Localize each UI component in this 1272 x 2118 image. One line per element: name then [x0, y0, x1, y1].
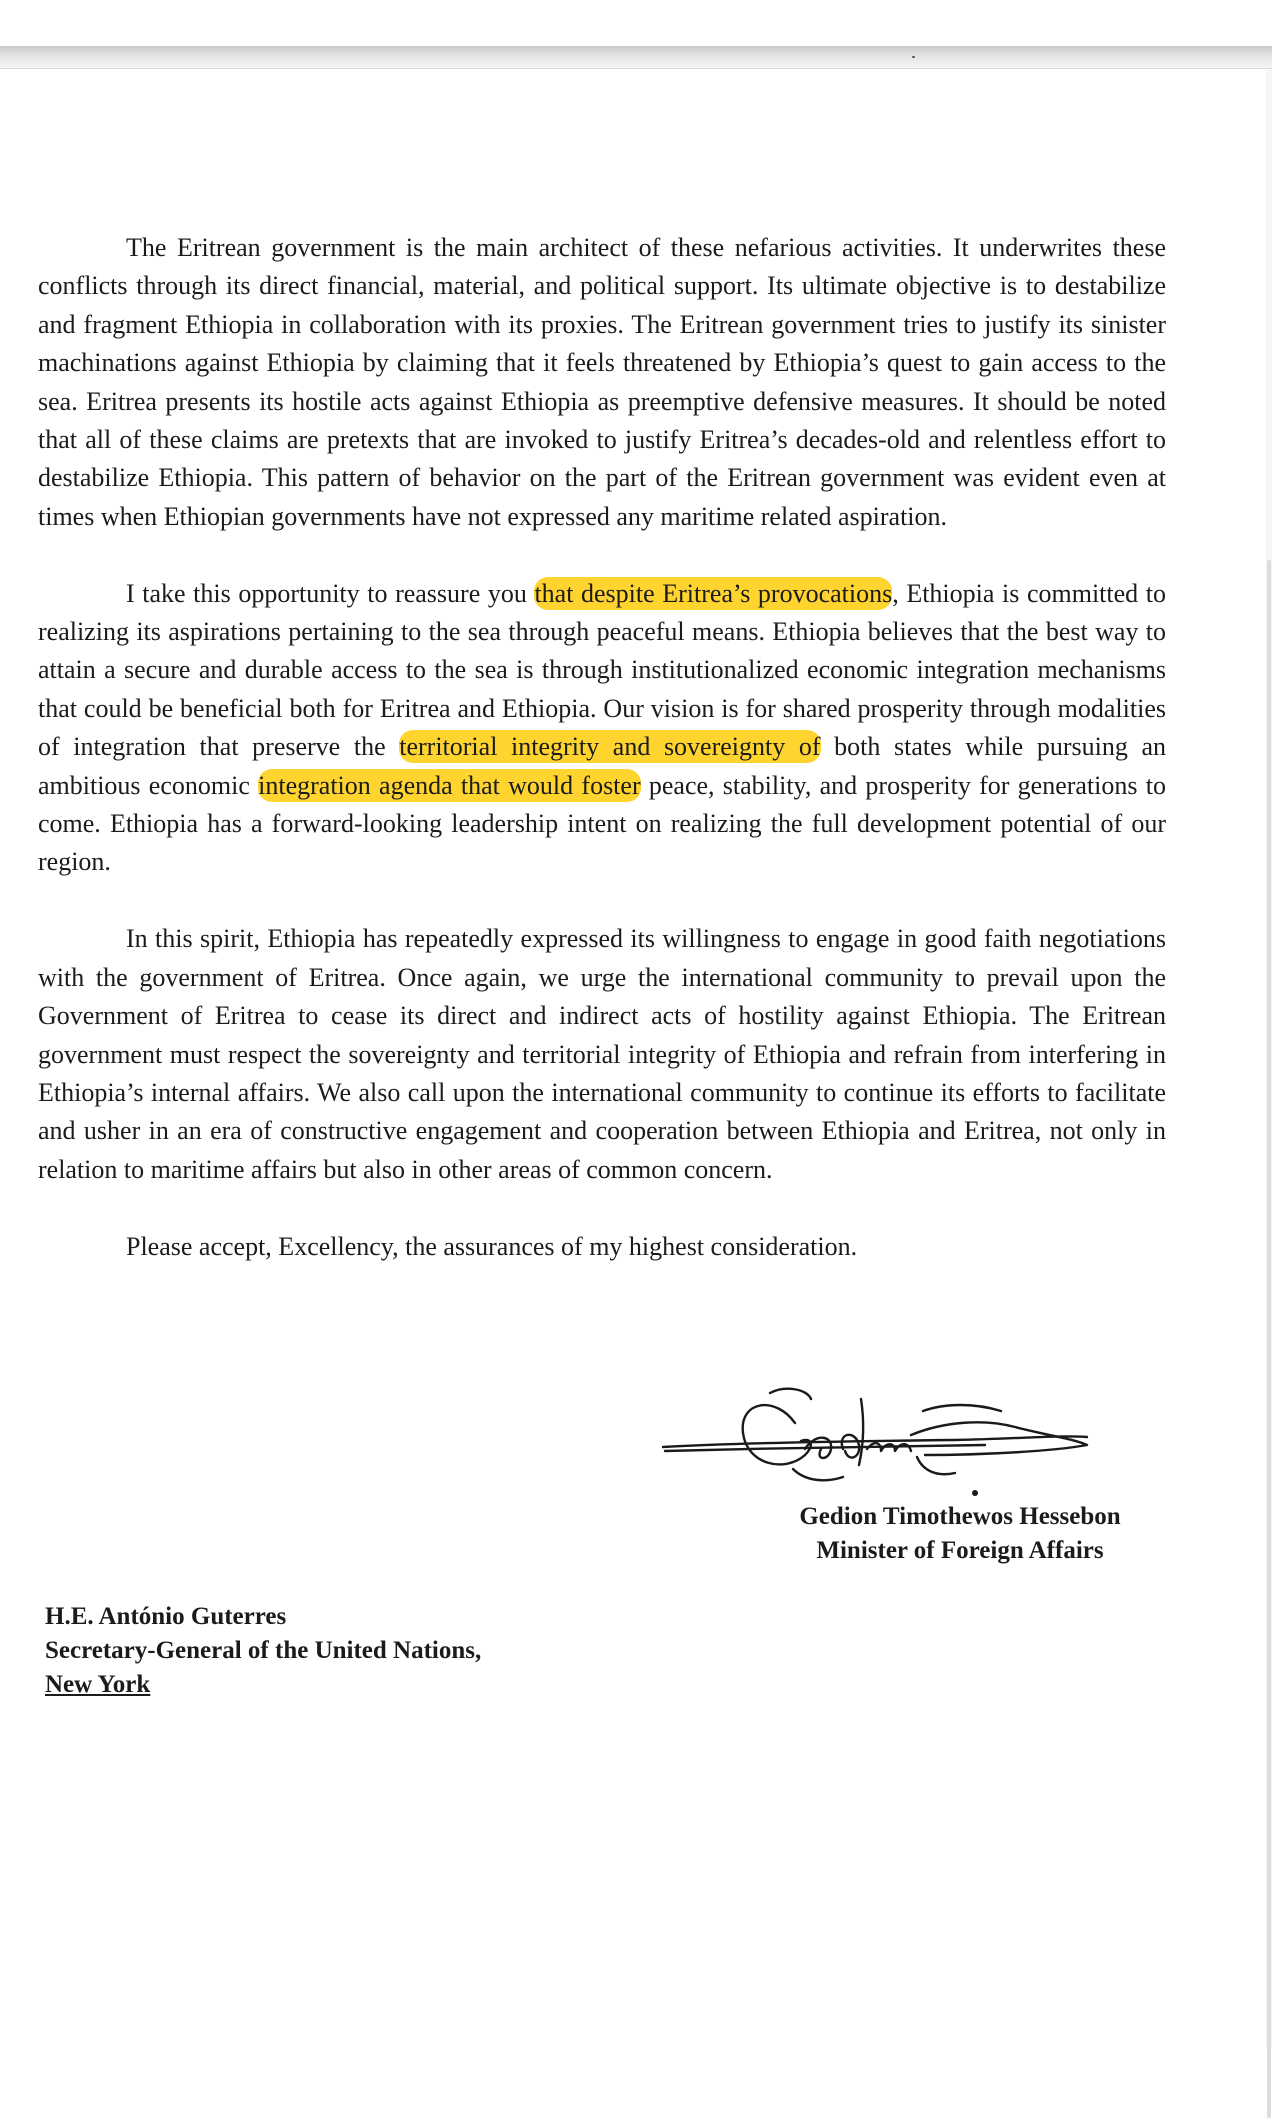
signature-image: [655, 1385, 1095, 1505]
paragraph-eritrea-role: [38, 229, 1166, 536]
viewer-toolbar: [0, 46, 1272, 69]
addressee-city: New York: [45, 1671, 151, 1698]
paragraph-good-faith: [38, 920, 1166, 1189]
paragraph-peaceful-means: [38, 575, 1166, 882]
signer-title: Minister of Foreign Affairs: [816, 1537, 1104, 1564]
paragraph-text: In this spirit, Ethiopia has repeatedly expressed its willingness to engage in good faith negotiations with the government of Eritrea. Once again, we urge the international community to prevail upon the Government of Eritrea to cease its direct and indirect acts of hostility against Ethiopia. The Eritrean government must respect the sovereignty and territorial integrity of Ethiopia and refrain from interfering in Ethiopia’s internal affairs. We also call upon the international community to continue its efforts to facilitate and usher in an era of constructive engagement and cooperation between Ethiopia and Eritrea, not only in relation to maritime affairs but also in other areas of common concern.: [38, 924, 1166, 1184]
signer-block: [750, 1500, 1170, 1568]
paragraph-text: both states while pursuing an ambitious economic: [38, 732, 1166, 800]
highlighted-text: integration agenda that would foster: [258, 770, 641, 800]
paragraph-text: , Ethiopia is committed to realizing its aspirations pertaining to the sea through peaceful means. Ethiopia believes that the best way to attain a secure and durable access to the sea is through institutionalized economic integration mechanisms that could be beneficial both for Eritrea and Ethiopia. Our vision is for shared prosperity through modalities of integration that preserve the: [38, 578, 1166, 762]
letter-body: [38, 229, 1166, 1266]
paragraph-text: The Eritrean government is the main architect of these nefarious activities. It underwrites these conflicts through its direct financial, material, and political support. Its ultimate objective is to destabilize and fragment Ethiopia in collaboration with its proxies. The Eritrean government tries to justify its sinister machinations against Ethiopia by claiming that it feels threatened by Ethiopia’s quest to gain access to the sea. Eritrea presents its hostile acts against Ethiopia as preemptive defensive measures. It should be noted that all of these claims are pretexts that are invoked to justify Eritrea’s decades-old and relentless effort to destabilize Ethiopia. This pattern of behavior on the part of the Eritrean government was evident even at times when Ethiopian governments have not expressed any maritime related aspiration.: [38, 233, 1166, 531]
addressee-position: Secretary-General of the United Nations,: [45, 1637, 482, 1664]
scrollbar-track[interactable]: [1266, 70, 1272, 2048]
addressee-name: H.E. António Guterres: [45, 1603, 287, 1630]
addressee-block: [45, 1600, 481, 1702]
highlighted-text: territorial integrity and sovereignty of: [399, 732, 821, 762]
paragraph-text: I take this opportunity to reassure you: [126, 578, 535, 608]
scrollbar-thumb[interactable]: [1267, 560, 1271, 2118]
highlighted-text: that despite Eritrea’s provocations: [534, 578, 893, 608]
signer-name: Gedion Timothewos Hessebon: [799, 1503, 1121, 1530]
paragraph-text: peace, stability, and prosperity for generations to come. Ethiopia has a forward-looking leadership intent on realizing the full development potential of our region.: [38, 770, 1166, 877]
toolbar-dot: [912, 56, 915, 58]
closing-line: Please accept, Excellency, the assurances of my highest consideration.: [126, 1231, 858, 1261]
